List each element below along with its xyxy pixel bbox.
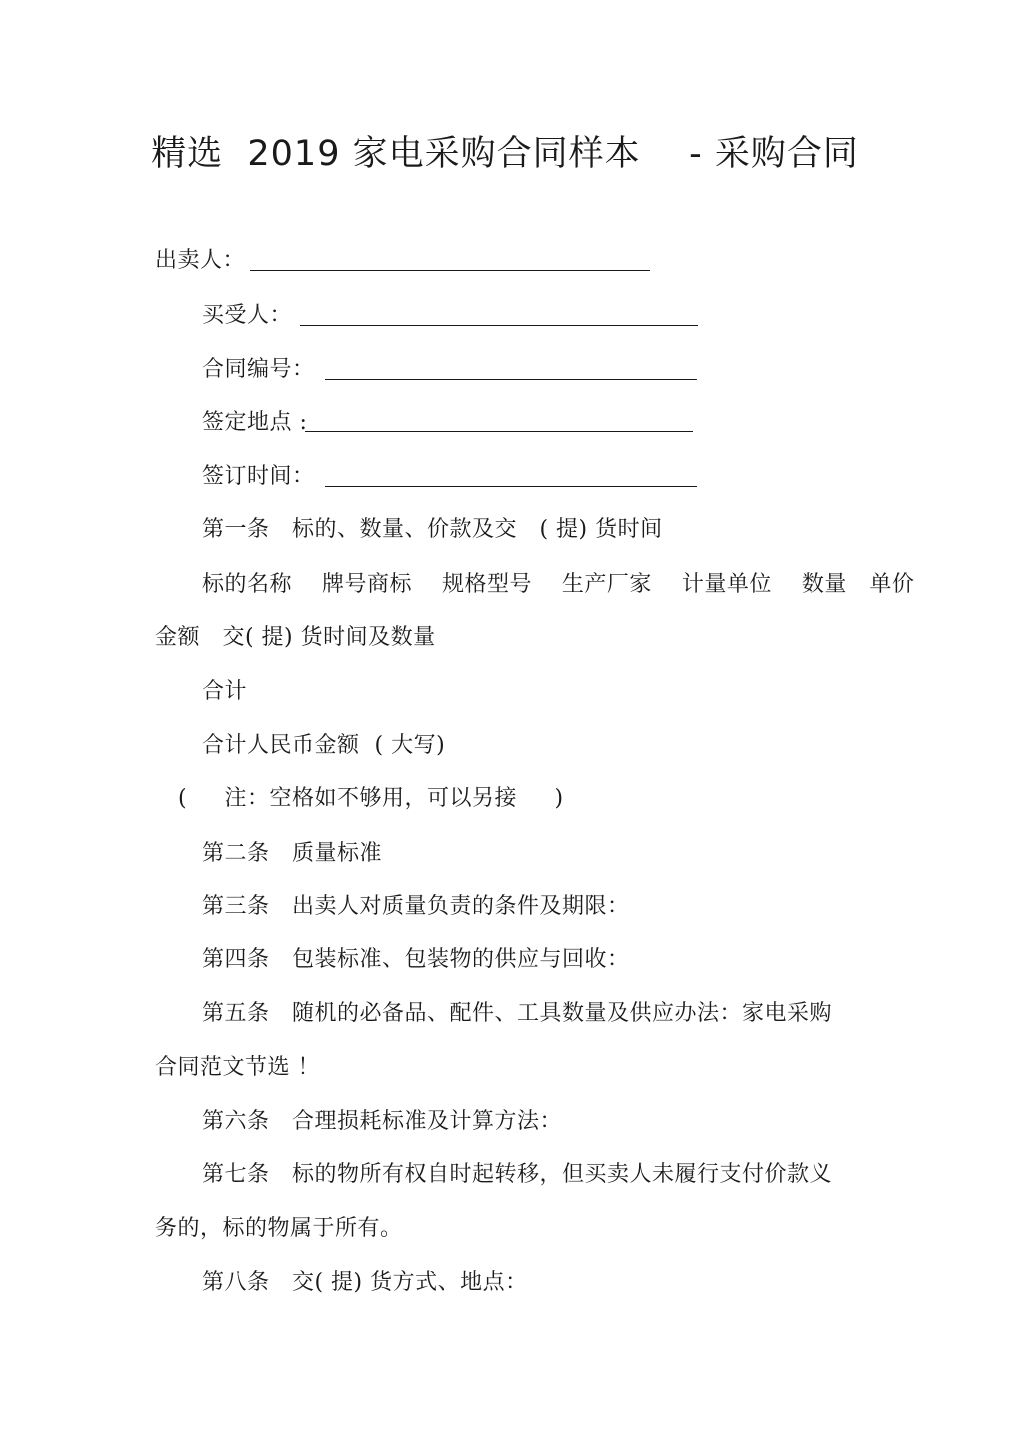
sign-time-label: 签订时间： [202, 464, 315, 489]
document-title: 精选 2019 家电采购合同样本 - 采购合同 [151, 134, 859, 174]
article-1-columns-line-2: 金额 交( 提) 货时间及数量 [155, 625, 436, 650]
article-4: 第四条 包装标准、包装物的供应与回收： [202, 947, 630, 972]
article-2: 第二条 质量标准 [202, 841, 382, 866]
sign-place-blank-line[interactable] [305, 431, 693, 432]
sign-time-blank-line[interactable] [325, 486, 697, 487]
seller-blank-line[interactable] [250, 270, 650, 271]
article-7-line-2: 务的，标的物属于所有。 [155, 1216, 403, 1241]
article-8: 第八条 交( 提) 货方式、地点： [202, 1270, 528, 1295]
total-rmb-label: 合计人民币金额 ( 大写) [202, 733, 446, 758]
total-label: 合计 [202, 679, 248, 704]
article-5-line-1: 第五条 随机的必备品、配件、工具数量及供应办法：家电采购 [202, 1001, 832, 1026]
article-1-heading: 第一条 标的、数量、价款及交 ( 提) 货时间 [202, 517, 663, 542]
article-7-line-1: 第七条 标的物所有权自时起转移，但买卖人未履行支付价款义 [202, 1162, 832, 1187]
note-text: ( 注：空格如不够用，可以另接 ) [178, 786, 564, 811]
article-5-line-2: 合同范文节选 ！ [155, 1055, 320, 1080]
article-6: 第六条 合理损耗标准及计算方法： [202, 1109, 562, 1134]
contract-number-blank-line[interactable] [325, 379, 697, 380]
buyer-blank-line[interactable] [300, 325, 698, 326]
article-3: 第三条 出卖人对质量负责的条件及期限： [202, 894, 630, 919]
sign-place-label: 签定地点 : [202, 410, 308, 435]
seller-label: 出卖人： [155, 248, 246, 273]
article-1-columns-line-1: 标的名称 牌号商标 规格型号 生产厂家 计量单位 数量 单价 [202, 572, 915, 597]
contract-number-label: 合同编号： [202, 357, 315, 382]
buyer-label: 买受人： [202, 303, 293, 328]
